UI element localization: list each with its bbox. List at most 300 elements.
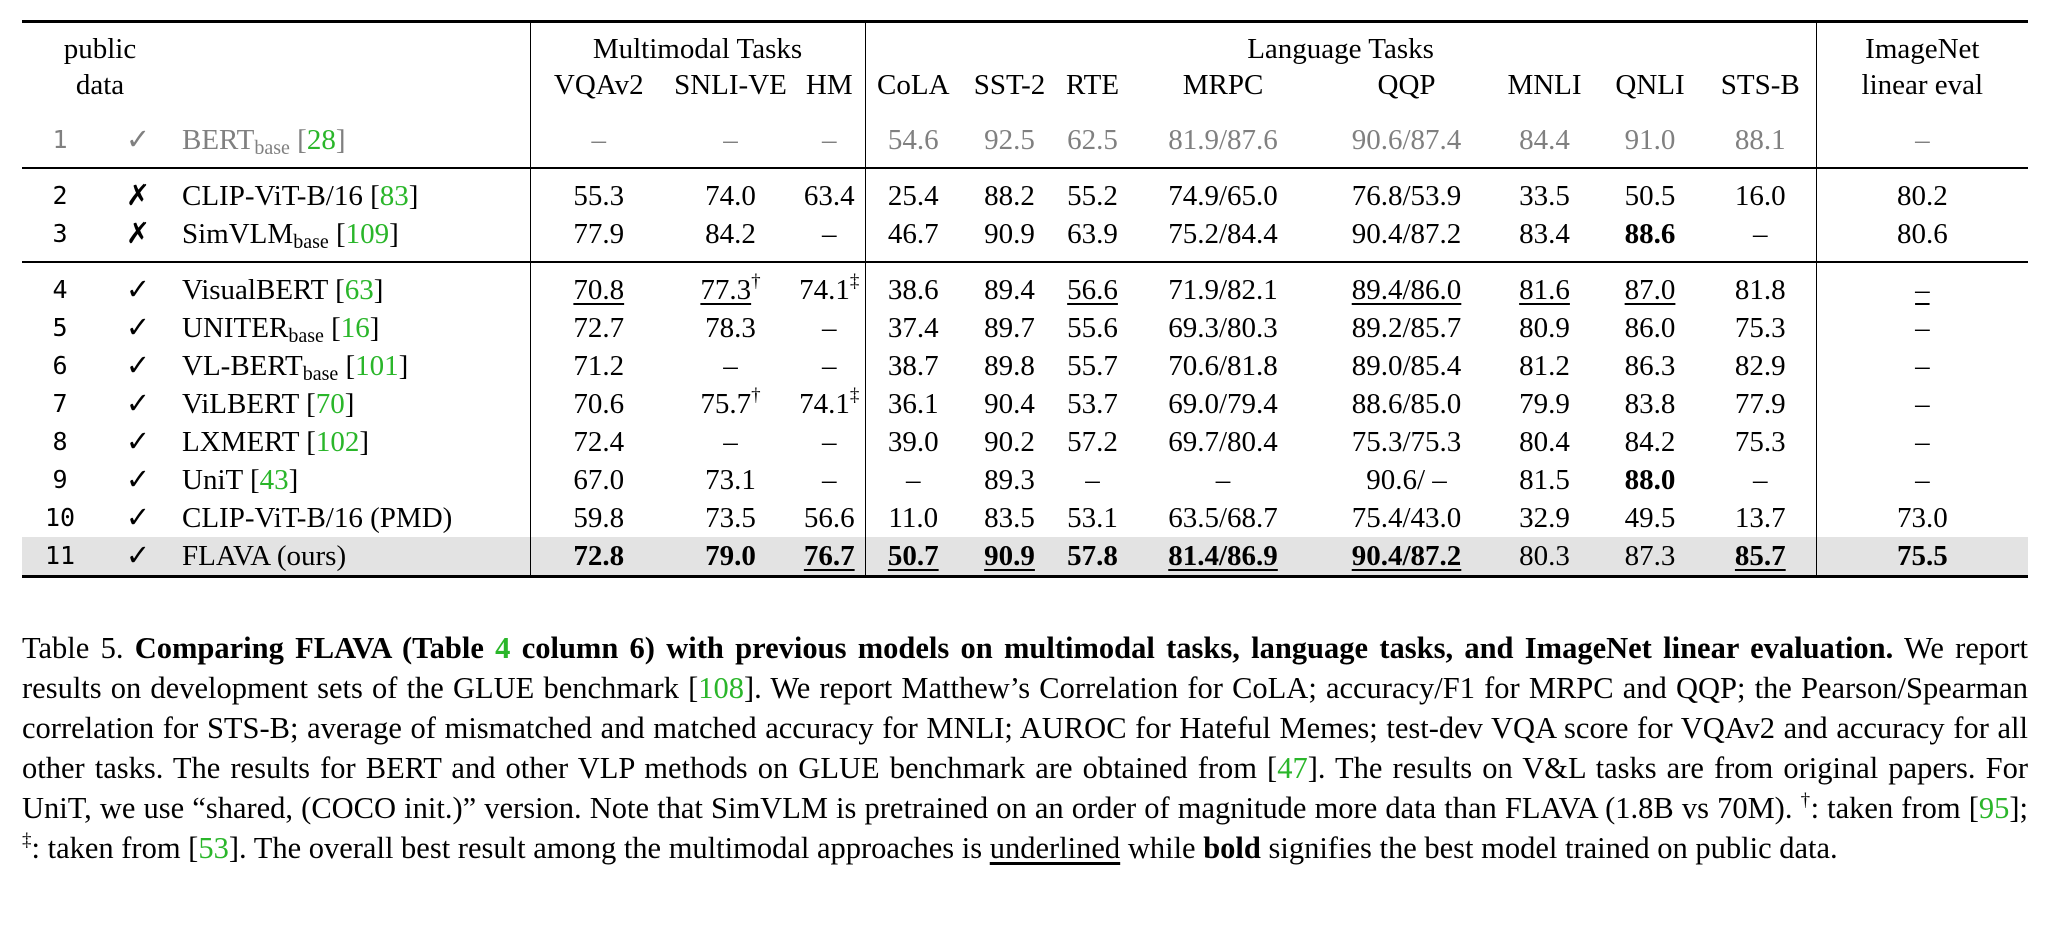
cell-value: – (1753, 464, 1768, 496)
model-subscript: base (254, 137, 290, 159)
double-dagger-mark: ‡ (849, 385, 860, 406)
cell-value: 55.2 (1067, 180, 1118, 212)
table-cell (1595, 385, 1705, 423)
model-name: ViLBERT [70] (178, 385, 530, 423)
table-cell (794, 168, 865, 215)
table-cell (961, 168, 1058, 215)
cell-value: 81.2 (1519, 350, 1570, 382)
cell-value: 90.4 (984, 388, 1035, 420)
cell-value: 75.5 (1896, 540, 1948, 572)
cell-value: 36.1 (887, 388, 939, 420)
model-label: VL-BERT (182, 350, 303, 382)
col-header-qnli: QNLI (1615, 69, 1685, 101)
table-cell (865, 215, 961, 262)
table-cell (1595, 168, 1705, 215)
cell-value: 74.1 (799, 388, 850, 420)
table-cell (961, 113, 1058, 168)
table-cell (530, 537, 667, 577)
table-cell (1058, 113, 1127, 168)
table-cell (1494, 262, 1595, 309)
table-cell (1816, 262, 2028, 309)
table-caption: Table 5. Comparing FLAVA (Table 4 column 6) with previous models on multimodal tasks, language tasks, and ImageNet linear evaluation. We report results on development sets of the GLUE benchmark [108]. We report Matthew’s Correlation for CoLA; accuracy/F1 for MRPC and QQP; the Pearson/Spearman correlation for STS-B; average of mismatched and matched accuracy for MNLI; AUROC for Hateful Memes; test-dev VQA score for VQAv2 and accuracy for all other tasks. The results for BERT and other VLP methods on GLUE benchmark are obtained from [47]. The results on V&L tasks are from original papers. For UniT, we use “shared, (COCO init.)” version. Note that SimVLM is pretrained on an order of magnitude more data than FLAVA (1.8B vs 70M). †: taken from [95]; ‡: taken from [53]. The overall best result among the multimodal approaches is underlined while bold signifies the best model trained on public data. (22, 631, 2028, 865)
cell-value: 33.5 (1519, 180, 1570, 212)
table-cell (1058, 262, 1127, 309)
table-cell (961, 262, 1058, 309)
cell-value: 62.5 (1067, 124, 1118, 156)
cell-value: 75.3 (1734, 426, 1786, 458)
table-row (22, 347, 2028, 385)
table-cell (1127, 113, 1319, 168)
cell-value: 46.7 (887, 218, 939, 250)
cell-value: 71.2 (573, 350, 625, 382)
cell-value: – (591, 124, 606, 156)
table-cell (1058, 215, 1127, 262)
cell-value: – (1753, 218, 1768, 250)
public-data-mark: ✓ (125, 502, 151, 534)
table-row (22, 262, 2028, 309)
table-cell (1705, 461, 1816, 499)
cell-value: 89.2/85.7 (1351, 312, 1462, 344)
linear-eval-header: linear eval (1861, 69, 1984, 101)
cell-value: 84.2 (705, 218, 756, 250)
cell-value: 63.9 (1067, 218, 1118, 250)
cell-value: – (723, 426, 738, 458)
cell-value: 80.2 (1896, 180, 1948, 212)
table-cell (1127, 423, 1319, 461)
multimodal-tasks-header: Multimodal Tasks (530, 22, 865, 68)
table-cell (1319, 168, 1494, 215)
col-header-hm: HM (794, 67, 865, 113)
table-cell (1595, 423, 1705, 461)
row-index: 6 (52, 351, 68, 380)
table-cell (1127, 309, 1319, 347)
row-index: 1 (52, 125, 68, 154)
cell-value: 90.9 (984, 218, 1035, 250)
cell-value: 88.2 (984, 180, 1035, 212)
model-name: LXMERT [102] (178, 423, 530, 461)
table-cell (1319, 499, 1494, 537)
table-cell (794, 499, 865, 537)
table-cell (530, 113, 667, 168)
table-cell (1494, 347, 1595, 385)
citation-link[interactable]: 43 (259, 464, 289, 496)
cell-value: 79.9 (1519, 388, 1570, 420)
cell-value: 57.2 (1067, 426, 1118, 458)
table-cell (1058, 347, 1127, 385)
cell-value: – (1215, 464, 1231, 496)
table-cell (530, 347, 667, 385)
table-cell (667, 309, 794, 347)
table-cell (1494, 215, 1595, 262)
row-index: 7 (52, 389, 68, 418)
model-name: $BERT_{base}$ [28] (178, 113, 530, 168)
cell-value: 80.4 (1519, 426, 1570, 458)
table-cell (865, 461, 961, 499)
table-cell (667, 385, 794, 423)
table-cell (1705, 309, 1816, 347)
table-cell (667, 499, 794, 537)
public-data-mark: ✓ (125, 388, 151, 420)
cell-value: 55.7 (1067, 350, 1118, 382)
citation-link[interactable]: 4 (495, 631, 511, 665)
citation-link[interactable]: 47 (1277, 751, 1308, 785)
citation-link[interactable]: 53 (198, 831, 229, 865)
col-header-vqav2: VQAv2 (553, 69, 644, 101)
model-subscript: base (302, 363, 339, 385)
table-cell (1816, 499, 2028, 537)
cell-value: 72.7 (573, 312, 625, 344)
table-cell (530, 262, 667, 309)
public-data-mark: ✓ (125, 464, 151, 496)
table-body (22, 113, 2028, 577)
cell-value: 69.3/80.3 (1168, 312, 1278, 344)
citation-link[interactable]: 83 (379, 180, 409, 212)
header-row-1 (22, 22, 2028, 68)
model-subscript: base (288, 325, 324, 347)
model-name: SimVLM$_{base}$ [109] (178, 215, 530, 262)
table-cell (1816, 113, 2028, 168)
cell-value: 54.6 (887, 124, 939, 156)
cell-value: 88.1 (1734, 124, 1786, 156)
table-cell (1595, 309, 1705, 347)
col-header-cola: CoLA (877, 69, 950, 101)
results-table-container (22, 20, 2028, 578)
table-cell (1058, 537, 1127, 577)
table-cell (667, 215, 794, 262)
model-subscript: base (293, 231, 329, 253)
model-name: $VL-BERT_{base}$ [101] (178, 347, 530, 385)
underlined-word: underlined (989, 831, 1121, 865)
cell-value: 37.4 (887, 312, 939, 344)
table-cell (667, 113, 794, 168)
table-cell (1319, 262, 1494, 309)
col-header-snli-ve: SNLI-VE (674, 69, 787, 101)
cell-value: 88.0 (1624, 464, 1676, 496)
cell-value: 32.9 (1519, 502, 1570, 534)
table-cell (1058, 461, 1127, 499)
table-cell (1127, 461, 1319, 499)
table-cell (1816, 385, 2028, 423)
table-cell (1705, 537, 1816, 577)
table-cell (530, 385, 667, 423)
citation-link[interactable]: 63 (344, 274, 374, 306)
table-cell (865, 499, 961, 537)
cell-value: 92.5 (984, 124, 1035, 156)
col-header-rte: RTE (1066, 69, 1120, 101)
table-cell (1705, 168, 1816, 215)
table-cell (1319, 309, 1494, 347)
model-label: CLIP-ViT-B/16 (182, 180, 363, 212)
data-header: data (75, 69, 125, 101)
table-cell (961, 347, 1058, 385)
table-cell (1494, 113, 1595, 168)
table-cell (667, 537, 794, 577)
cell-value: 75.3/75.3 (1351, 426, 1462, 458)
cell-value: 83.5 (984, 502, 1035, 534)
table-cell (1494, 537, 1595, 577)
table-cell (1595, 215, 1705, 262)
caption-bold-title: Comparing FLAVA (Table 4 column 6) with previous models on multimodal tasks, language tasks, and ImageNet linear evaluation. (134, 631, 1894, 665)
cell-value: 89.4/86.0 (1351, 274, 1462, 306)
double-dagger-mark: ‡ (22, 830, 32, 851)
table-cell (1319, 461, 1494, 499)
table-row (22, 215, 2028, 262)
table-cell (794, 347, 865, 385)
table-cell (865, 537, 961, 577)
table-cell (1705, 262, 1816, 309)
table-cell (1494, 461, 1595, 499)
cell-value: 63.5/68.7 (1168, 502, 1278, 534)
cell-value: 55.3 (573, 180, 625, 212)
table-cell (1595, 461, 1705, 499)
citation-link[interactable]: 108 (698, 671, 744, 705)
table-row (22, 385, 2028, 423)
cell-value: 56.6 (803, 502, 855, 534)
table-cell (865, 347, 961, 385)
table-cell (1494, 499, 1595, 537)
table-cell (1319, 215, 1494, 262)
table-cell (794, 537, 865, 577)
table-cell (1319, 347, 1494, 385)
table-cell (961, 499, 1058, 537)
bold-word: bold (1203, 831, 1261, 865)
cell-value: 89.3 (984, 464, 1035, 496)
table-cell (1127, 168, 1319, 215)
table-cell (794, 262, 865, 309)
table-cell (1595, 262, 1705, 309)
table-cell (794, 215, 865, 262)
citation-link[interactable]: 16 (340, 312, 370, 344)
language-tasks-header: Language Tasks (865, 22, 1816, 68)
table-cell (794, 385, 865, 423)
table-cell (1494, 168, 1595, 215)
cell-value: – (1915, 388, 1930, 420)
table-cell (1494, 309, 1595, 347)
table-cell (1595, 499, 1705, 537)
cell-value: 76.8/53.9 (1351, 180, 1462, 212)
model-label: FLAVA (ours) (182, 540, 347, 572)
cell-value: 79.0 (705, 540, 756, 572)
cell-value: 77.3 (700, 274, 752, 306)
cell-value: 38.6 (887, 274, 939, 306)
cell-value: 89.0/85.4 (1351, 350, 1462, 382)
cell-value: 90.6/ – (1366, 464, 1447, 496)
cell-value: 89.4 (984, 274, 1035, 306)
cell-value: 90.9 (984, 540, 1035, 572)
table-cell (530, 423, 667, 461)
cell-value: 87.3 (1624, 540, 1676, 572)
cell-value: 81.4/86.9 (1168, 540, 1278, 572)
cell-value: – (723, 124, 738, 156)
citation-link[interactable]: 28 (306, 124, 336, 156)
cell-value: 73.0 (1896, 502, 1948, 534)
cell-value: – (822, 426, 837, 458)
cell-value: 77.9 (1734, 388, 1786, 420)
cell-value: 74.1 (799, 274, 850, 306)
cell-value: 70.6 (573, 388, 625, 420)
cell-value: – (723, 350, 738, 382)
table-cell (1816, 461, 2028, 499)
cell-value: – (822, 350, 837, 382)
table-cell (1058, 309, 1127, 347)
table-cell (961, 385, 1058, 423)
table-cell (1058, 168, 1127, 215)
table-cell (1058, 499, 1127, 537)
cell-value: – (906, 464, 921, 496)
cell-value: 89.7 (984, 312, 1035, 344)
table-cell (961, 423, 1058, 461)
header-row-2 (22, 67, 2028, 113)
table-cell (1705, 385, 1816, 423)
cell-value: 25.4 (887, 180, 939, 212)
table-cell (865, 262, 961, 309)
table-cell (530, 309, 667, 347)
public-data-mark: ✓ (125, 312, 151, 344)
imagenet-header: ImageNet (1816, 22, 2028, 68)
model-label: VisualBERT (182, 274, 328, 306)
cell-value: 75.2/84.4 (1168, 218, 1278, 250)
cell-value: 78.3 (705, 312, 756, 344)
row-index: 11 (22, 537, 98, 577)
cell-value: 74.0 (705, 180, 756, 212)
cell-value: 77.9 (573, 218, 625, 250)
cell-value: 89.8 (984, 350, 1035, 382)
cell-value: 75.4/43.0 (1351, 502, 1462, 534)
cell-value: 69.7/80.4 (1168, 426, 1278, 458)
cell-value: 86.3 (1624, 350, 1676, 382)
cell-value: 83.4 (1519, 218, 1570, 250)
dagger-mark: † (751, 271, 761, 292)
table-cell (794, 113, 865, 168)
cell-value: 87.0 (1624, 274, 1676, 306)
cell-value: 39.0 (887, 426, 939, 458)
cell-value: 72.8 (573, 540, 625, 572)
cell-value: 59.8 (573, 502, 625, 534)
cell-value: 71.9/82.1 (1168, 274, 1278, 306)
row-index: 10 (44, 503, 76, 532)
table-row (22, 309, 2028, 347)
table-cell (667, 347, 794, 385)
cell-value: – (1085, 464, 1100, 496)
row-index: 2 (22, 168, 98, 215)
model-label: UNITER (182, 312, 289, 344)
cell-value: 53.7 (1067, 388, 1118, 420)
cell-value: 53.1 (1067, 502, 1118, 534)
public-header: public (22, 22, 178, 68)
cell-value: – (822, 312, 837, 344)
table-cell (865, 385, 961, 423)
cell-value: 80.6 (1896, 218, 1948, 250)
table-cell (1705, 423, 1816, 461)
cell-value: – (1915, 124, 1930, 156)
cell-value: 90.4/87.2 (1351, 540, 1462, 572)
cell-value: – (822, 218, 837, 250)
double-dagger-mark: ‡ (849, 271, 860, 292)
results-table (22, 20, 2028, 578)
model-name: CLIP-ViT-B/16 [83] (178, 168, 530, 215)
citation-link[interactable]: 70 (315, 388, 345, 420)
row-index: 3 (52, 219, 68, 248)
model-label: ViLBERT (182, 388, 299, 420)
citation-link[interactable]: 95 (1978, 791, 2010, 825)
cell-value: 75.7 (700, 388, 752, 420)
table-cell (530, 461, 667, 499)
cell-value: 86.0 (1624, 312, 1676, 344)
caption-label: Table 5. (22, 631, 124, 665)
cell-value: 88.6 (1624, 218, 1676, 250)
cell-value: 84.4 (1519, 124, 1570, 156)
model-name: VisualBERT [63] (178, 262, 530, 309)
cell-value: 57.8 (1067, 540, 1118, 572)
cell-value: 75.3 (1734, 312, 1786, 344)
model-label: UniT (182, 464, 243, 496)
cell-value: 73.5 (705, 502, 756, 534)
table-cell (1319, 113, 1494, 168)
cell-value: – (1915, 426, 1930, 458)
cell-value: – (1915, 464, 1930, 496)
table-cell (1319, 385, 1494, 423)
model-label: SimVLM (182, 218, 294, 250)
table-cell (1058, 385, 1127, 423)
table-row (22, 113, 2028, 168)
cell-value: 83.8 (1624, 388, 1676, 420)
citation-link[interactable]: 102 (315, 426, 360, 458)
cell-value: 74.9/65.0 (1168, 180, 1278, 212)
cell-value: 73.1 (705, 464, 756, 496)
cell-value: 13.7 (1734, 502, 1786, 534)
model-name: $UNITER_{base}$ [16] (178, 309, 530, 347)
cell-value: 81.6 (1519, 274, 1570, 306)
cell-value: 90.4/87.2 (1351, 218, 1462, 250)
cell-value: 16.0 (1734, 180, 1786, 212)
cell-value: – (1915, 274, 1930, 306)
model-label: CLIP-ViT-B/16 (PMD) (182, 502, 453, 534)
table-row (22, 537, 2028, 577)
table-row (22, 461, 2028, 499)
table-cell (1705, 499, 1816, 537)
public-data-mark: ✓ (98, 537, 178, 577)
cell-value: 63.4 (803, 180, 855, 212)
table-cell (1127, 499, 1319, 537)
table-cell (1705, 215, 1816, 262)
table-cell (1816, 537, 2028, 577)
cell-value: 70.8 (573, 274, 625, 306)
row-index: 5 (52, 313, 68, 342)
cell-value: 80.3 (1519, 540, 1570, 572)
cell-value: 84.2 (1624, 426, 1676, 458)
col-header-stsb: STS-B (1705, 67, 1816, 113)
col-header-mrpc: MRPC (1182, 69, 1264, 101)
model-label: BERT (182, 124, 255, 156)
cell-value: – (1915, 350, 1930, 382)
table-cell (961, 537, 1058, 577)
cell-value: 72.4 (573, 426, 625, 458)
table-cell (530, 499, 667, 537)
table-row (22, 499, 2028, 537)
model-label: LXMERT (182, 426, 299, 458)
cell-value: – (822, 124, 837, 156)
table-cell (1127, 262, 1319, 309)
model-name: UniT [43] (178, 461, 530, 499)
cell-value: 90.6/87.4 (1351, 124, 1462, 156)
citation-link[interactable]: 101 (355, 350, 399, 382)
citation-link[interactable]: 109 (345, 218, 390, 250)
table-cell (1127, 537, 1319, 577)
cell-value: 49.5 (1624, 502, 1676, 534)
table-cell (1705, 347, 1816, 385)
table-cell (961, 215, 1058, 262)
table-cell (1816, 168, 2028, 215)
